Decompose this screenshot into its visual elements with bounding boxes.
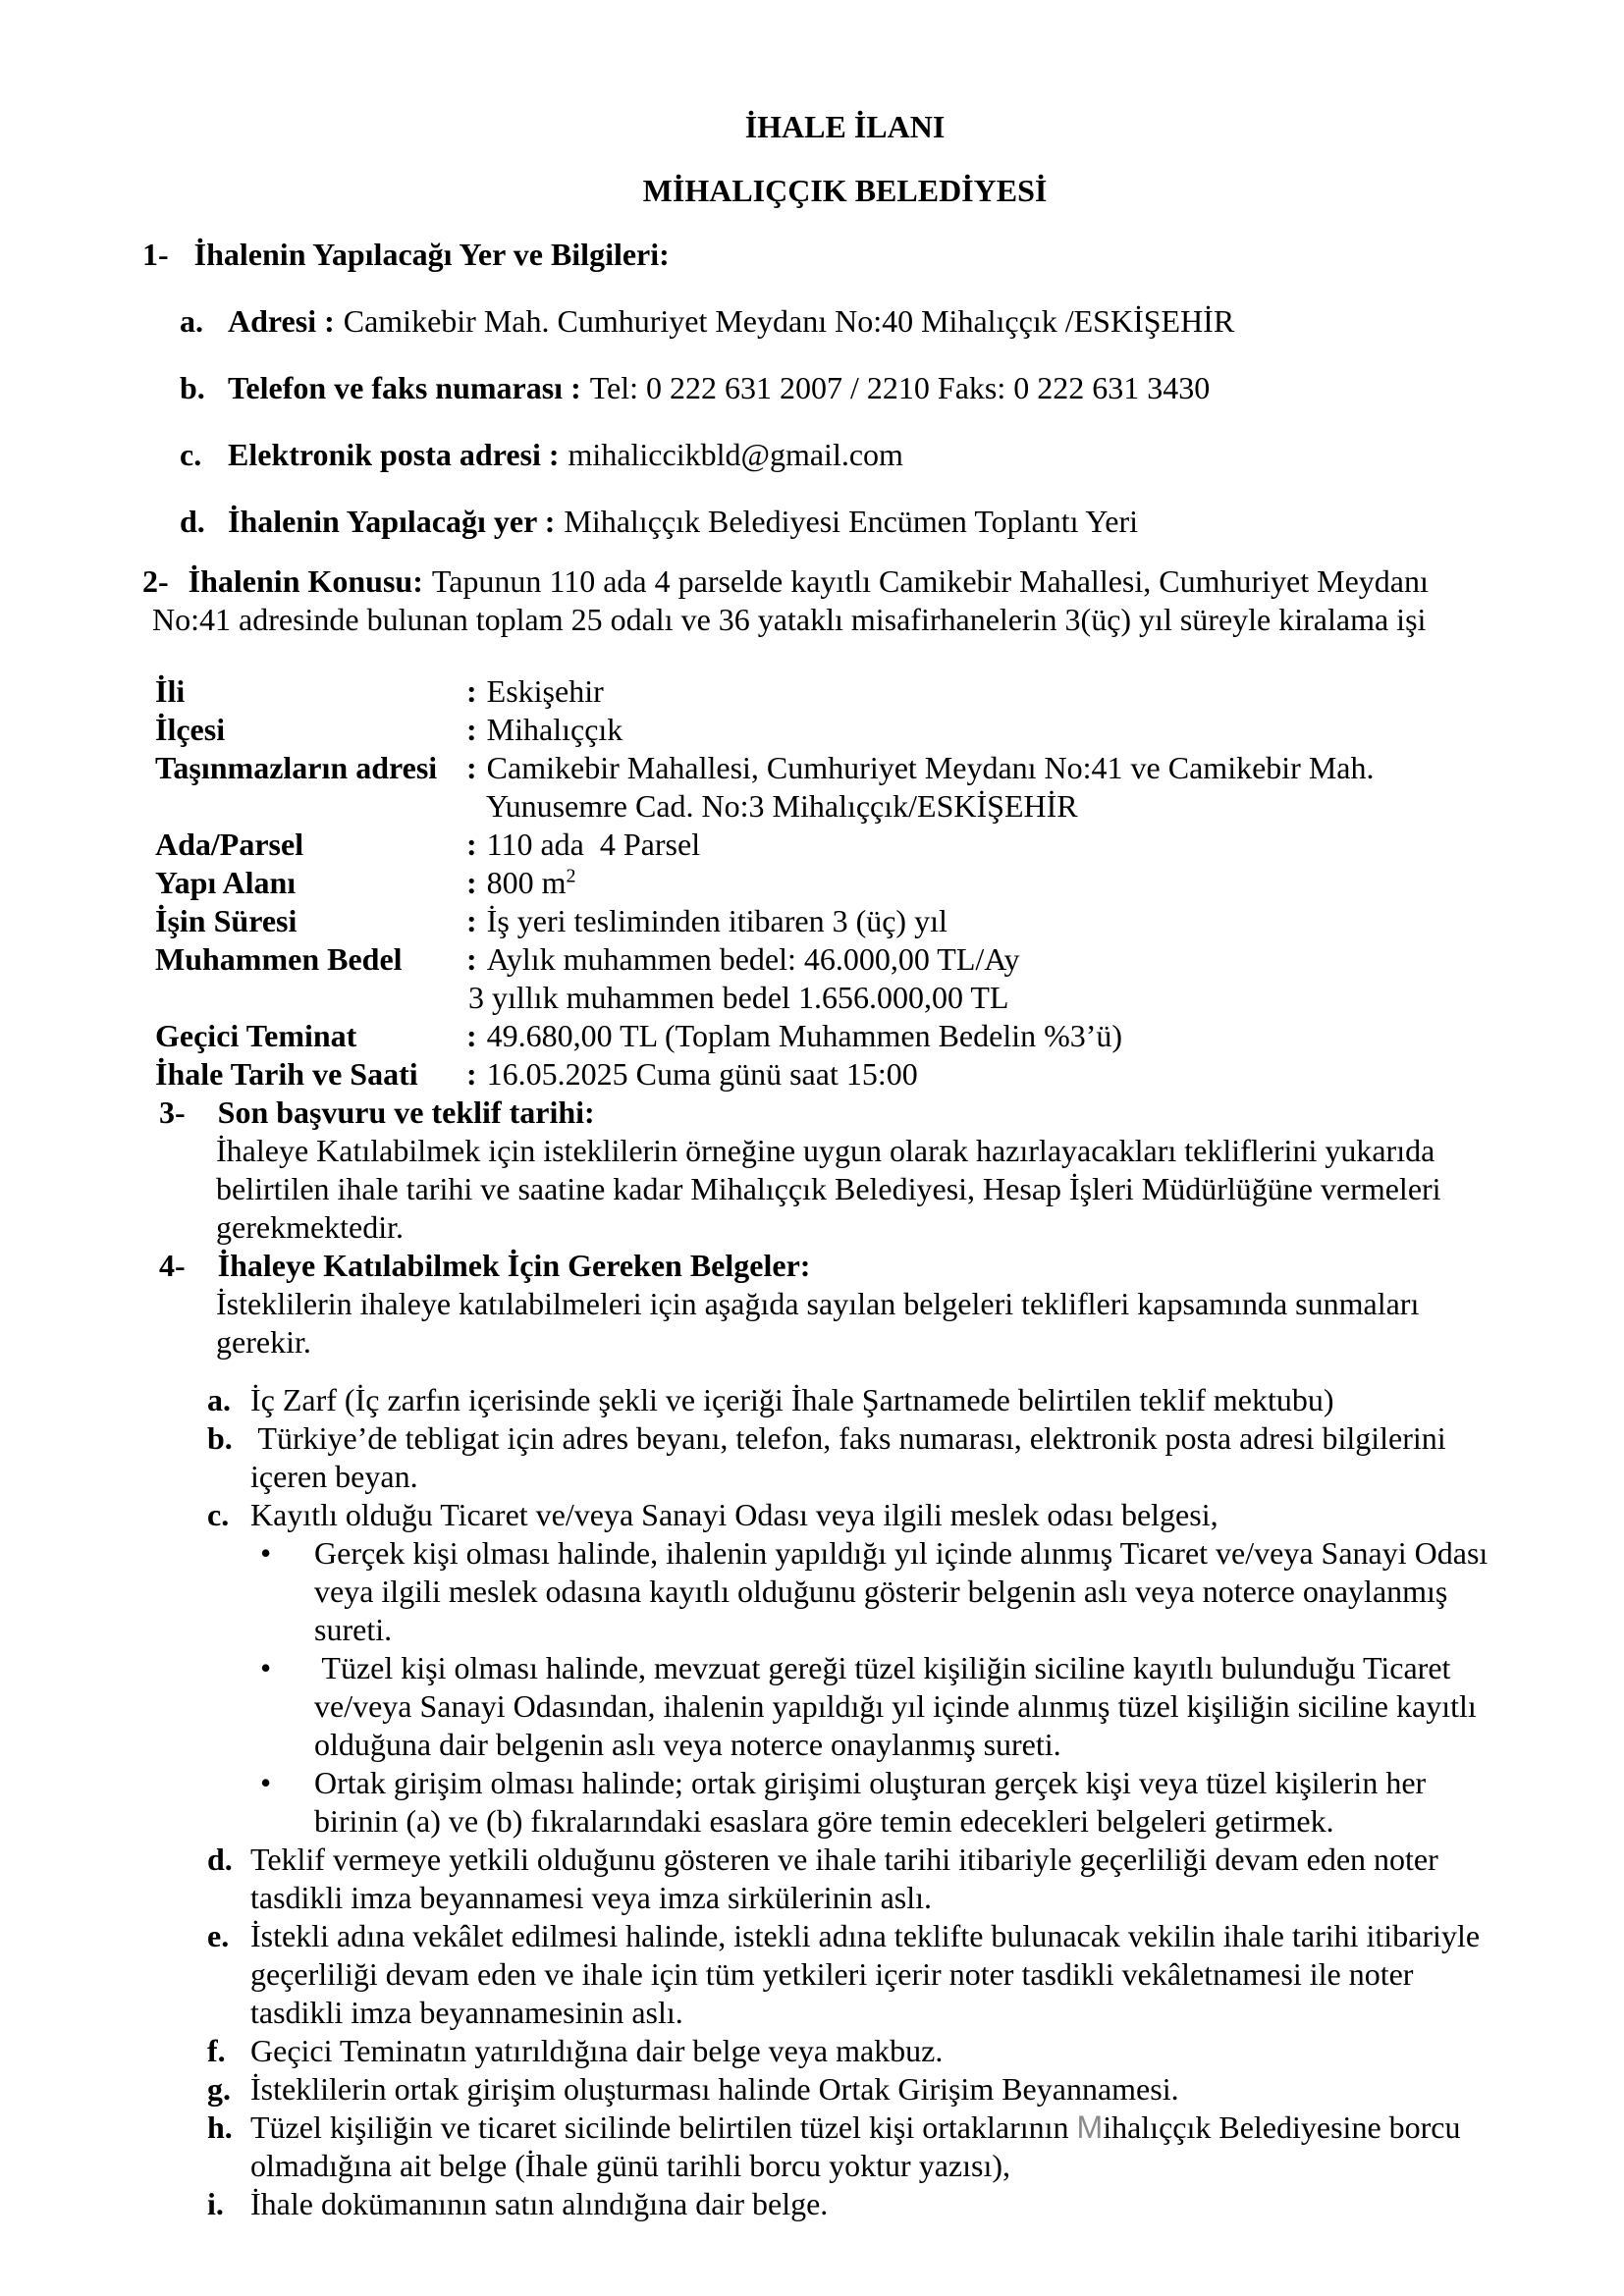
detail-value <box>466 711 1547 749</box>
paragraph-line: İhaleye Katılabilmek için isteklilerin örneğine uygun olarak hazırlayacakları tekliflerini yukarıda <box>216 1133 1435 1168</box>
section-3-heading-text: Son başvuru ve teklif tarihi: <box>217 1095 595 1130</box>
detail-value <box>466 940 1547 979</box>
detail-label: Geçici Teminat <box>155 1018 357 1053</box>
list-marker: d. <box>207 1842 233 1877</box>
paragraph-line: No:41 adresinde bulunan toplam 25 odalı ve 36 yataklı misafirhanelerin 3(üç) yıl süreyle kiralama işi <box>152 602 1427 637</box>
bullet-line: veya ilgili meslek odasına kayıtlı olduğunu gösterir belgenin aslı veya noterce onaylanmış <box>314 1574 1448 1609</box>
list-marker: b. <box>207 1420 233 1456</box>
list-item-dokuman-belgesi <box>207 2185 1547 2223</box>
bullet-line: Tüzel kişi olması halinde, mevzuat gereği tüzel kişiliğin siciline kayıtlı bulunduğu Ticaret <box>314 1650 1451 1685</box>
section-1-heading-text: İhalenin Yapılacağı Yer ve Bilgileri: <box>193 237 670 272</box>
detail-row-ili <box>155 672 1547 711</box>
list-item-line: Türkiye’de tebligat için adres beyanı, telefon, faks numarası, elektronik posta adresi bilgilerini <box>250 1420 1446 1456</box>
field-label: Telefon ve faks numarası : <box>228 370 581 405</box>
list-item-imza-beyannamesi <box>207 1841 1547 1917</box>
list-item-vekalet <box>207 1917 1547 2032</box>
list-item-line: Teklif vermeye yetkili olduğunu gösteren ve ihale tarihi itibariyle geçerliliği devam eden noter <box>250 1842 1438 1877</box>
colon: : <box>466 1018 477 1053</box>
list-marker: f. <box>207 2033 226 2068</box>
bullet-item-gercek-kisi <box>260 1534 1547 1649</box>
list-marker: i. <box>207 2186 224 2221</box>
detail-value-text: Aylık muhammen bedel: 46.000,00 TL/Ay <box>486 941 1020 977</box>
list-item-line: içeren beyan. <box>250 1459 418 1494</box>
detail-value-text: 49.680,00 TL (Toplam Muhammen Bedelin %3’ü) <box>486 1018 1123 1053</box>
detail-label: Muhammen Bedel <box>155 941 403 977</box>
bullet-line: birinin (a) ve (b) fıkralarındaki esaslara göre temin edecekleri belgeleri getirmek. <box>314 1803 1334 1839</box>
bullet-item-ortak-girisim <box>260 1764 1547 1841</box>
section-2-label: İhalenin Konusu: <box>188 563 423 599</box>
detail-label: İlçesi <box>155 712 226 747</box>
list-item-borcu-yoktur <box>207 2109 1547 2185</box>
list-marker: d. <box>180 504 205 539</box>
paragraph-line <box>142 562 1547 601</box>
detail-value-text: Camikebir Mahallesi, Cumhuriyet Meydanı No:41 ve Camikebir Mah. <box>486 750 1375 785</box>
colon: : <box>466 865 477 900</box>
list-item-line <box>228 302 1547 341</box>
detail-value <box>466 826 1547 864</box>
list-item-eposta <box>180 436 1547 474</box>
bullet-icon: • <box>260 1650 272 1685</box>
list-item-ihale-yeri <box>180 503 1547 541</box>
section-2-paragraph <box>142 562 1547 639</box>
detail-value-text: İş yeri tesliminden itibaren 3 (üç) yıl <box>486 903 947 938</box>
detail-row-isin-suresi <box>155 902 1547 940</box>
list-item-line: Kayıtlı olduğu Ticaret ve/veya Sanayi Odası veya ilgili meslek odası belgesi, <box>250 1497 1218 1532</box>
list-item-line: olmadığına ait belge (İhale günü tarihli borcu yoktur yazısı), <box>250 2148 1010 2183</box>
list-item-line <box>228 369 1547 407</box>
detail-value <box>466 672 1547 711</box>
list-marker: a. <box>180 303 203 339</box>
detail-value-text: 110 ada 4 Parsel <box>486 827 701 862</box>
bullet-line: olduğuna dair belgenin aslı veya noterce onaylanmış sureti. <box>314 1727 1061 1762</box>
list-item-line: İsteklilerin ortak girişim oluşturması halinde Ortak Girişim Beyannamesi. <box>250 2071 1179 2107</box>
list-item-line: tasdikli imza beyannamesinin aslı. <box>250 1995 683 2030</box>
detail-label: Taşınmazların adresi <box>155 750 438 785</box>
field-label: İhalenin Yapılacağı yer : <box>228 504 556 539</box>
detail-label: Ada/Parsel <box>155 827 304 862</box>
details-table <box>155 672 1547 1094</box>
list-item-line <box>250 2109 1547 2147</box>
list-item-tebligat <box>207 1419 1547 1496</box>
detail-row-yapi-alani <box>155 864 1547 902</box>
detail-row-adres <box>155 749 1547 826</box>
bullet-icon: • <box>260 1765 272 1800</box>
section-1-number: 1- <box>142 237 169 272</box>
list-item-ic-zarf <box>207 1381 1547 1419</box>
detail-row-gecici-teminat <box>155 1017 1547 1055</box>
list-item-line <box>228 503 1547 541</box>
paragraph-line: gerekmektedir. <box>216 1209 405 1245</box>
detail-value <box>466 1055 1547 1094</box>
document-title: İHALE İLANI <box>744 109 946 144</box>
list-item-line: Geçici Teminatın yatırıldığına dair belge veya makbuz. <box>250 2033 944 2068</box>
section-2-text: Tapunun 110 ada 4 parselde kayıtlı Camikebir Mahallesi, Cumhuriyet Meydanı <box>431 563 1429 599</box>
section-3-heading <box>159 1094 1547 1132</box>
list-item-adresi <box>180 302 1547 341</box>
colon: : <box>466 673 477 709</box>
field-value: Tel: 0 222 631 2007 / 2210 Faks: 0 222 631 3430 <box>589 370 1211 405</box>
list-marker: a. <box>207 1382 231 1417</box>
superscript-2: 2 <box>566 865 576 887</box>
detail-value <box>466 864 1547 902</box>
paragraph-line: belirtilen ihale tarihi ve saatine kadar Mihalıççık Belediyesi, Hesap İşleri Müdürlüğüne vermeleri <box>216 1171 1441 1206</box>
list-marker: b. <box>180 370 205 405</box>
colon: : <box>466 712 477 747</box>
municipality-name: MİHALIÇÇIK BELEDİYESİ <box>642 173 1048 208</box>
detail-label: İhale Tarih ve Saati <box>155 1056 418 1092</box>
detail-label: İşin Süresi <box>155 903 298 938</box>
section-3-paragraph <box>216 1132 1547 1247</box>
list-item-line: İhale dokümanının satın alındığına dair belge. <box>250 2186 829 2221</box>
detail-row-ada-parsel <box>155 826 1547 864</box>
list-item-telefon <box>180 369 1547 407</box>
colon: : <box>466 941 477 977</box>
paragraph-line: İsteklilerin ihaleye katılabilmeleri için aşağıda sayılan belgeleri teklifleri kapsamında sunmaları <box>216 1286 1420 1321</box>
detail-value-text: Mihalıççık <box>486 712 623 747</box>
list-item-line: tasdikli imza beyannamesi veya imza sirkülerinin aslı. <box>250 1880 933 1915</box>
list-item-oda-belgesi <box>207 1496 1547 1534</box>
list-item-line: İstekli adına vekâlet edilmesi halinde, istekli adına teklifte bulunacak vekilin ihale tarihi itibariyle <box>250 1918 1481 1953</box>
section-2-number: 2- <box>142 563 169 599</box>
detail-value-text: Eskişehir <box>486 673 604 709</box>
detail-row-ilcesi <box>155 711 1547 749</box>
bullet-icon: • <box>260 1535 272 1571</box>
bullet-line: sureti. <box>314 1612 393 1647</box>
bullet-item-tuzel-kisi <box>260 1649 1547 1764</box>
list-marker: g. <box>207 2071 231 2107</box>
bullet-line: Ortak girişim olması halinde; ortak girişimi oluşturan gerçek kişi veya tüzel kişilerin her <box>314 1765 1427 1800</box>
detail-row-muhammen-bedel <box>155 940 1547 1017</box>
list-item-ortak-girisim-beyannamesi <box>207 2070 1547 2109</box>
detail-value-continuation: 3 yıllık muhammen bedel 1.656.000,00 TL <box>468 980 1009 1015</box>
list-marker: e. <box>207 1918 230 1953</box>
field-value: Camikebir Mah. Cumhuriyet Meydanı No:40 Mihalıççık /ESKİŞEHİR <box>343 303 1235 339</box>
field-value: mihaliccikbld@gmail.com <box>568 437 903 472</box>
field-value: Mihalıççık Belediyesi Encümen Toplantı Yeri <box>564 504 1138 539</box>
list-marker: h. <box>207 2109 233 2145</box>
field-label: Elektronik posta adresi : <box>228 437 560 472</box>
section-4-heading-text: İhaleye Katılabilmek İçin Gereken Belgeler: <box>217 1248 811 1283</box>
detail-value <box>466 902 1547 940</box>
gray-letter: M <box>1076 2109 1104 2145</box>
list-marker: c. <box>207 1497 230 1532</box>
detail-value-text: 16.05.2025 Cuma günü saat 15:00 <box>486 1056 918 1092</box>
detail-value-text: 800 m <box>486 865 567 900</box>
colon: : <box>466 903 477 938</box>
list-marker: c. <box>180 437 202 472</box>
paragraph-line: gerekir. <box>216 1324 311 1360</box>
section-3-number: 3- <box>159 1095 186 1130</box>
list-item-line: geçerliliği devam eden ve ihale için tüm yetkileri içerir noter tasdikli vekâletnamesi ile noter <box>250 1956 1414 1992</box>
bullet-line: ve/veya Sanayi Odasından, ihalenin yapıldığı yıl içinde alınmış tüzel kişiliğin siciline kayıtlı <box>314 1688 1477 1724</box>
list-item-line: İç Zarf (İç zarfın içerisinde şekli ve içeriği İhale Şartnamede belirtilen teklif mektubu) <box>250 1382 1334 1417</box>
section-4-number: 4- <box>159 1248 186 1283</box>
detail-value-continuation: Yunusemre Cad. No:3 Mihalıççık/ESKİŞEHİR <box>486 788 1078 824</box>
field-label: Adresi : <box>228 303 335 339</box>
section-4-intro <box>216 1285 1547 1362</box>
list-item-teminat-makbuz <box>207 2032 1547 2070</box>
detail-label: İli <box>155 673 186 709</box>
detail-row-ihale-tarih <box>155 1055 1547 1094</box>
colon: : <box>466 1056 477 1092</box>
colon: : <box>466 750 477 785</box>
detail-value <box>466 1017 1547 1055</box>
detail-value <box>466 749 1547 787</box>
section-4-heading <box>159 1247 1547 1285</box>
bullet-line: Gerçek kişi olması halinde, ihalenin yapıldığı yıl içinde alınmış Ticaret ve/veya Sanayi Odası <box>314 1535 1489 1571</box>
text-run: Tüzel kişiliğin ve ticaret sicilinde belirtilen tüzel kişi ortaklarının <box>250 2109 1077 2145</box>
list-item-line <box>228 436 1547 474</box>
colon: : <box>466 827 477 862</box>
text-run: ihalıççık Belediyesine borcu <box>1103 2109 1461 2145</box>
detail-label: Yapı Alanı <box>155 865 297 900</box>
section-1-heading <box>142 236 1547 274</box>
